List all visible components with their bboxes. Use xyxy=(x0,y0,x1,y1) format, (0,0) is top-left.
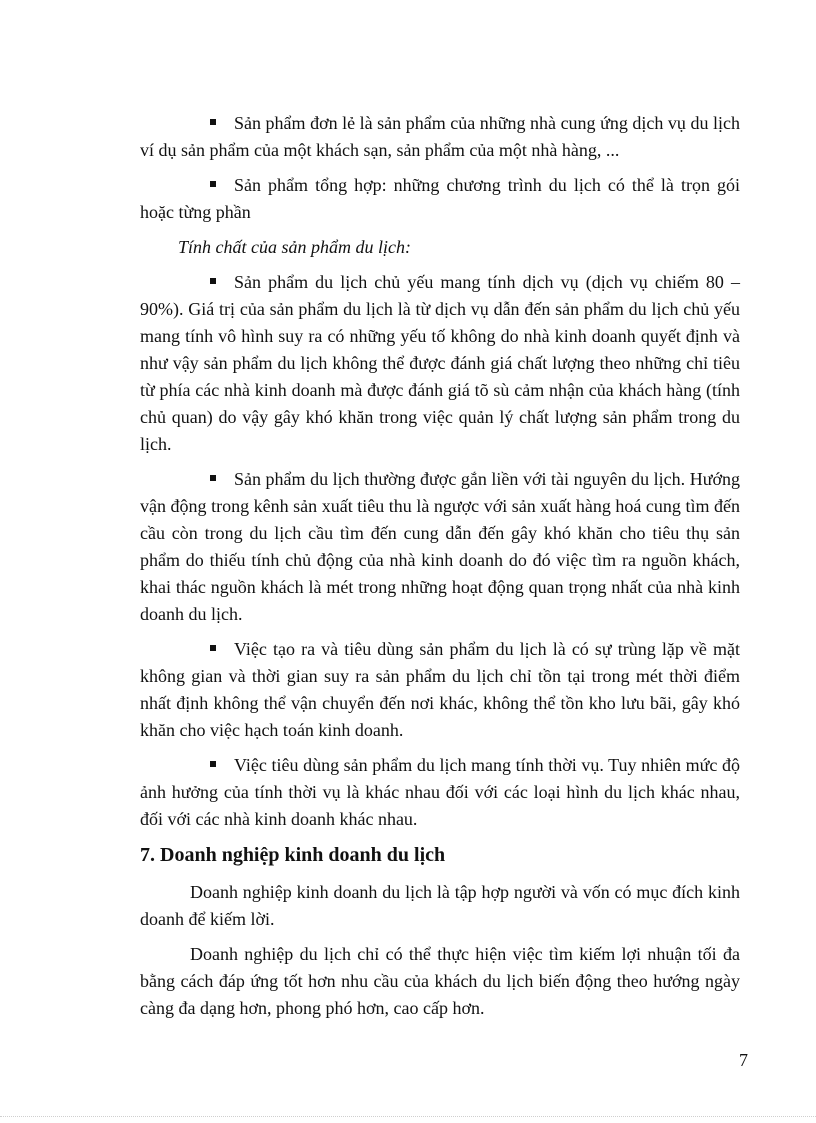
square-bullet-icon xyxy=(210,181,216,187)
bullet-text-1: Sản phẩm đơn lẻ là sản phẩm của những nhà cung ứng dịch vụ du lịch ví dụ sản phẩm của một khách sạn, sản phẩm của một nhà hàng, ... xyxy=(140,113,740,160)
body-paragraph-1: Doanh nghiệp kinh doanh du lịch là tập hợp người và vốn có mục đích kinh doanh để kiếm lời. xyxy=(140,882,740,929)
square-bullet-icon xyxy=(210,278,216,284)
square-bullet-icon xyxy=(210,475,216,481)
bullet-paragraph-2 xyxy=(140,172,740,226)
bullet-paragraph-1 xyxy=(140,110,740,164)
page-number: 7 xyxy=(739,1050,748,1070)
bullet-text-5: Việc tạo ra và tiêu dùng sản phẩm du lịch là có sự trùng lặp về mặt không gian và thời gian suy ra sản phẩm du lịch chỉ tồn tại trong mét thời điểm nhất định không thể vận chuyển đến nơi khác, không thể tồn kho lưu bãi, gây khó khăn cho việc hạch toán kinh doanh. xyxy=(140,639,740,740)
square-bullet-icon xyxy=(210,761,216,767)
page-content xyxy=(140,110,740,1030)
bullet-paragraph-5 xyxy=(140,636,740,744)
body-paragraph-2: Doanh nghiệp du lịch chỉ có thể thực hiện việc tìm kiếm lợi nhuận tối đa bằng cách đáp ứng tốt hơn nhu cầu của khách du lịch biến động theo hướng ngày càng đa dạng hơn, phong phó hơn, cao cấp hơn. xyxy=(140,944,740,1018)
bullet-text-6: Việc tiêu dùng sản phẩm du lịch mang tính thời vụ. Tuy nhiên mức độ ảnh hưởng của tính thời vụ là khác nhau đối với các loại hình du lịch khác nhau, đối với các nhà kinh doanh khác nhau. xyxy=(140,755,740,829)
bullet-paragraph-6 xyxy=(140,752,740,833)
page-bottom-divider xyxy=(0,1116,816,1117)
bullet-text-2: Sản phẩm tổng hợp: những chương trình du lịch có thể là trọn gói hoặc từng phần xyxy=(140,175,740,222)
section-heading: 7. Doanh nghiệp kinh doanh du lịch xyxy=(140,844,446,866)
square-bullet-icon xyxy=(210,645,216,651)
bullet-paragraph-4 xyxy=(140,466,740,628)
bullet-text-4: Sản phẩm du lịch thường được gắn liền với tài nguyên du lịch. Hướng vận động trong kênh sản xuất tiêu thu là ngược với sản xuất hàng hoá cung tìm đến cầu còn trong du lịch cầu tìm đến cung dẫn đến gây khó khăn cho tiêu thụ sản phẩm do thiếu tính chủ động của nhà kinh doanh do đó việc tìm ra nguồn khách, khai thác nguồn khách là mét trong những hoạt động quan trọng nhất của nhà kinh doanh du lịch. xyxy=(140,469,740,624)
italic-subheading: Tính chất của sản phẩm du lịch: xyxy=(178,237,411,257)
square-bullet-icon xyxy=(210,119,216,125)
bullet-text-3: Sản phẩm du lịch chủ yếu mang tính dịch vụ (dịch vụ chiếm 80 – 90%). Giá trị của sản phẩm du lịch là từ dịch vụ dẫn đến sản phẩm du lịch chủ yếu mang tính vô hình suy ra có những yếu tố không do nhà kinh doanh quyết định và như vậy sản phẩm du lịch không thể được đánh giá chất lượng theo những chỉ tiêu từ phía các nhà kinh doanh mà được đánh giá tõ sù cảm nhận của khách hàng (tính chủ quan) do vậy gây khó khăn trong việc quản lý chất lượng sản phẩm trong du lịch. xyxy=(140,272,740,454)
bullet-paragraph-3 xyxy=(140,269,740,458)
